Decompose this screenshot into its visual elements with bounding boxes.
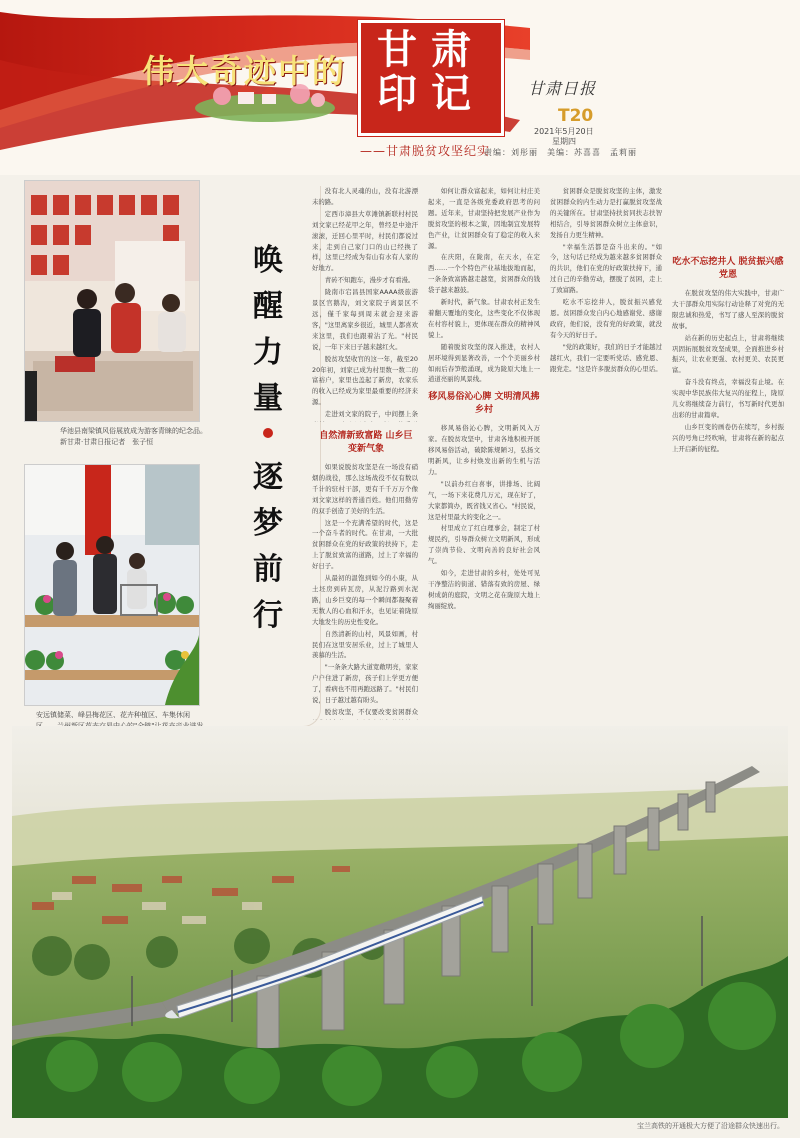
paragraph: 走进刘文家的院子，中间摆上条 bbox=[324, 410, 418, 419]
headline-red-dot bbox=[263, 428, 273, 438]
headline-char: 醒 bbox=[253, 289, 283, 324]
title-seal bbox=[358, 20, 504, 136]
paragraph: 如何让群众富起来，如何让村庄美起来，一直是各级党委政府思考的问题。近年来，甘肃坚持把发展产业作为脱贫攻坚的根本之策，因地制宜发展特色产业，让贫困群众有了稳定的收入来源。 bbox=[428, 187, 540, 250]
paragraph: 定西市漳县大草滩镇新联村村民刘文家已经花甲之年，曾经是中途汗滚滚，迁回心里平时，村民们都说过来，走到自己家门口的山已经换了样，这里已经成为有山有水有人家的好地方。 bbox=[312, 209, 418, 273]
paragraph: 没有北人灵魂的山，没有北游漂未的路。 bbox=[312, 187, 418, 206]
section-subhead-2: 移风易俗沁心脾 文明清风拂乡村 bbox=[428, 392, 540, 416]
flower-market-illustration bbox=[25, 465, 199, 705]
paragraph: 这是一个充满希望的时代，这是一个奋斗者的时代。在甘肃，一大批贫困群众在党的好政策的扶持下，走上了脱贫致富的道路，过上了幸福的好日子。 bbox=[312, 518, 418, 571]
paragraph: 奋斗没有终点，幸福没有止境。在实现中华民族伟大复兴的征程上，陇原儿女将继续奋力前行，书写新时代更加出彩的甘肃篇章。 bbox=[672, 378, 784, 419]
seal-line-1: 甘肃 bbox=[377, 26, 485, 73]
headline-part2 bbox=[238, 455, 298, 639]
paragraph: "一条条大路大道宽敞明亮，家家户户住进了新房，孩子们上学更方便了，看病也不用再跑远路了。"村民们说，日子越过越有盼头。 bbox=[312, 663, 418, 705]
article-column-3 bbox=[428, 186, 540, 720]
photo1-credit: 新甘肃·甘肃日报记者 张子恒 bbox=[60, 438, 154, 446]
headline-char: 梦 bbox=[253, 506, 283, 541]
headline-char: 唤 bbox=[253, 243, 283, 278]
craft-shop-illustration bbox=[25, 181, 199, 421]
craft-shop-photo bbox=[24, 180, 200, 422]
article-column-5 bbox=[672, 186, 784, 720]
article-column-1 bbox=[312, 186, 418, 422]
paragraph: 在脱贫攻坚的伟大实践中，甘肃广大干部群众用实际行动诠释了对党的无限忠诚和热爱，书写了感人至深的脱贫故事。 bbox=[672, 289, 784, 330]
issue-weekday: 星期四 bbox=[552, 137, 576, 146]
paragraph: "幸福生活都是奋斗出来的。"如今，这句话已经成为越来越多贫困群众的共识，他们在党的好政策扶持下，通过自己的辛勤劳动，摆脱了贫困，走上了致富路。 bbox=[550, 242, 662, 295]
paragraph: 山乡巨变的画卷仍在续写，乡村振兴的号角已经吹响，甘肃将在新的起点上开启新的征程。 bbox=[672, 422, 784, 453]
paragraph: 吃水不忘挖井人，脱贫振兴感党恩。贫困群众发自内心地感谢党、感谢政府，他们说，没有党的好政策，就没有今天的好日子。 bbox=[550, 298, 662, 339]
page-number: T20 bbox=[558, 106, 594, 126]
photo1-caption: 华池县南梁镇风俗展放成为游客青睐的纪念品。 bbox=[60, 427, 207, 435]
section-subhead-3: 吃水不忘挖井人 脱贫振兴感党恩 bbox=[672, 257, 784, 280]
paragraph: 脱贫攻坚，不仅要改变贫困群众 bbox=[324, 707, 418, 716]
editor-credits: 责编：刘彤丽 美编：苏喜喜 孟莉丽 bbox=[484, 148, 637, 157]
page-header bbox=[0, 0, 800, 175]
issue-date: 2021年5月20日 bbox=[534, 127, 594, 136]
paragraph: 如果说脱贫攻坚是在一场没有硝烟的战役，那么这场战役不仅有数以千计的驻村干部，更有千千万万个像刘文家这样的普通百姓。他们用勤劳的双手创造了美好的生活。 bbox=[312, 463, 418, 515]
paragraph: "以前办红白喜事，讲排场、比阔气，一场下来花费几万元，现在好了，大家都简办，既省钱又省心。"村民说，这是村里最大的变化之一。 bbox=[428, 479, 540, 521]
paragraph: 青砖不知跑车，漫步才有看漫。 bbox=[324, 276, 415, 285]
paragraph: 如今，走进甘肃的乡村，处处可见干净整洁的街道、错落有致的房屋、绿树成荫的庭院，文明之花在陇原大地上绚丽绽放。 bbox=[428, 569, 540, 610]
photo2-caption: 安远镇储菜、峰县梅花区、花卉种植区、车集休闲 bbox=[36, 711, 190, 719]
paragraph: "党的政策好，我们的日子才能越过越红火，我们一定要听党话、感党恩、跟党走。"这是许多脱贫群众的心里话。 bbox=[550, 342, 662, 373]
landscape-caption: 宝兰高铁的开通极大方便了沿途群众快速出行。 bbox=[637, 1122, 784, 1130]
paragraph: 新时代，新气象。甘肃农村正发生着翻天覆地的变化，这些变化不仅体现在村容村貌上，更体现在群众的精神风貌上。 bbox=[428, 298, 540, 339]
article-column-2 bbox=[312, 462, 418, 720]
headline-char: 量 bbox=[253, 381, 283, 416]
paragraph: 在庆阳，在陇南，在天水，在定西……一个个特色产业基地拔地而起，一条条致富路越走越宽，贫困群众的钱袋子越来越鼓。 bbox=[428, 253, 540, 295]
paragraph: 脱贫攻坚收官的这一年，截至2020年初，刘家已成为村里数一数二的富裕户，家里也盖起了新房，农家乐的收入已经成为家里最重要的经济来源。 bbox=[312, 354, 418, 407]
headline-char: 前 bbox=[253, 552, 283, 587]
article-column-4 bbox=[550, 186, 662, 720]
photo1-caption-block bbox=[60, 426, 210, 448]
paragraph: 贫困群众是脱贫攻坚的主体，激发贫困群众的内生动力是打赢脱贫攻坚战的关键所在。甘肃坚持扶贫同扶志扶智相结合，引导贫困群众树立主体意识，发扬自力更生精神。 bbox=[550, 187, 662, 239]
paragraph: 自然清新的山村，风景如画，村民们在这里安居乐业，过上了城里人羡慕的生活。 bbox=[312, 629, 418, 660]
headline-part1 bbox=[238, 238, 298, 422]
series-subtitle: ——甘肃脱贫攻坚纪实 bbox=[360, 144, 491, 158]
high-speed-rail-photo bbox=[12, 726, 788, 1118]
headline-char: 行 bbox=[253, 598, 283, 633]
section-subhead-1: 自然清新致富路 山乡巨变新气象 bbox=[319, 431, 413, 454]
headline-char: 逐 bbox=[253, 460, 283, 495]
high-speed-rail-illustration bbox=[12, 726, 788, 1118]
banner-title: 伟大奇迹中的 bbox=[142, 52, 347, 90]
paragraph: 站在新的历史起点上，甘肃将继续巩固拓展脱贫攻坚成果，全面推进乡村振兴，让农业更强、农村更美、农民更富。 bbox=[672, 333, 784, 375]
paragraph: 随着脱贫攻坚的深入推进，农村人居环境得到显著改善，一个个美丽乡村如雨后春笋般涌现，成为陇原大地上一道道亮丽的风景线。 bbox=[428, 342, 540, 384]
paragraph: 陇南市宕昌县国家AAAA级旅游景区官鹅沟，刘文家院子离景区不远，僅千家每到周末就会迎来游客，"这里离家乡很近，城里人都喜欢来这里，我们也跟着沾了光。"村民说，一年下来日子越来越红火。 bbox=[312, 288, 418, 351]
paragraph: 村里成立了红白理事会，制定了村规民约，引导群众树立文明新风，形成了崇尚节俭、文明向善的良好社会风气。 bbox=[428, 524, 540, 566]
paragraph: 从最初的温饱到如今的小康，从土坯房到砖瓦房，从泥泞路到水泥路，山乡巨变的每一个瞬间都凝聚着无数人的心血和汗水，也见证着陇原大地发生的历史性变化。 bbox=[312, 574, 418, 626]
flower-market-photo bbox=[24, 464, 200, 706]
seal-line-2: 印记 bbox=[377, 70, 485, 117]
newspaper-masthead: 甘肃日报 bbox=[528, 79, 597, 98]
headline-char: 力 bbox=[253, 335, 283, 370]
paragraph: 移风易俗沁心脾，文明新风入万家。在脱贫攻坚中，甘肃各地积极开展移风易俗活动，破除陈规陋习，弘扬文明新风，让乡村焕发出新的生机与活力。 bbox=[428, 424, 540, 476]
